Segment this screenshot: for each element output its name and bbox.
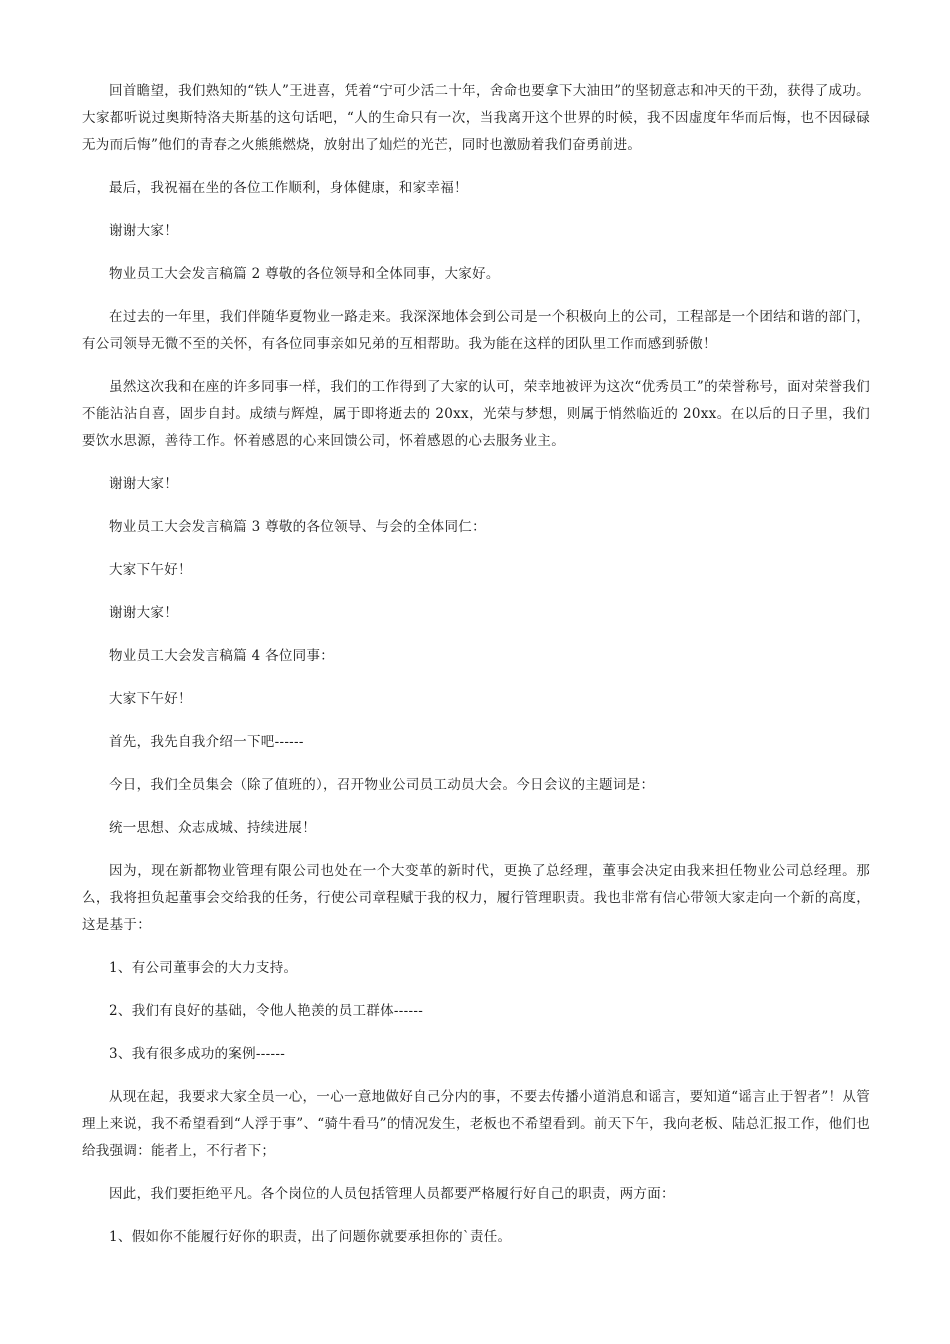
paragraph-6: 虽然这次我和在座的许多同事一样，我们的工作得到了大家的认可，荣幸地被评为这次“优秀员工”的荣誉称号，面对荣誉我们不能沾沾自喜，固步自封。成绩与辉煌，属于即将逝去的 20xx，光荣与梦想，则属于悄然临近的 20xx。在以后的日子里，我们要饮水思源，善待工作。怀着感恩的心来回馈公司，怀着感恩的心去服务业主。 (82, 379, 870, 449)
paragraph-21: 因此，我们要拒绝平凡。各个岗位的人员包括管理人员都要严格履行好自己的职责，两方面： (109, 1186, 675, 1202)
paragraph-5: 在过去的一年里，我们伴随华夏物业一路走来。我深深地体会到公司是一个积极向上的公司，工程部是一个团结和谐的部门，有公司领导无微不至的关怀，有各位同事亲如兄弟的互相帮助。我为能在这样的团队里工作而感到骄傲！ (82, 309, 870, 352)
paragraph-22: 1、假如你不能履行好你的职责，出了问题你就要承担你的`责任。 (109, 1229, 512, 1245)
paragraph-11: 物业员工大会发言稿篇 4 各位同事： (109, 648, 335, 664)
paragraph-2: 最后，我祝福在坐的各位工作顺利，身体健康，和家幸福！ (109, 180, 468, 196)
paragraph-20: 从现在起，我要求大家全员一心，一心一意地做好自己分内的事，不要去传播小道消息和谣言，要知道“谣言止于智者”！从管理上来说，我不希望看到“人浮于事”、“骑牛看马”的情况发生，老板也不希望看到。前天下午，我向老板、陆总汇报工作，他们也给我强调：能者上，不行者下； (82, 1089, 870, 1159)
paragraph-1: 回首瞻望，我们熟知的“铁人”王进喜，凭着“宁可少活二十年，舍命也要拿下大油田”的坚韧意志和冲天的干劲，获得了成功。大家都听说过奥斯特洛夫斯基的这句话吧，“人的生命只有一次，当我离开这个世界的时候，我不因虚度年华而后悔，也不因碌碌无为而后悔”他们的青春之火熊熊燃烧，放射出了灿烂的光芒，同时也激励着我们奋勇前进。 (82, 83, 870, 153)
paragraph-18: 2、我们有良好的基础，令他人艳羡的员工群体------ (109, 1003, 424, 1019)
paragraph-4: 物业员工大会发言稿篇 2 尊敬的各位领导和全体同事，大家好。 (109, 266, 500, 282)
paragraph-13: 首先，我先自我介绍一下吧------ (109, 734, 304, 750)
paragraph-15: 统一思想、众志成城、持续进展！ (109, 820, 316, 836)
paragraph-10: 谢谢大家！ (109, 605, 178, 621)
paragraph-8: 物业员工大会发言稿篇 3 尊敬的各位领导、与会的全体同仁： (109, 519, 486, 535)
paragraph-3: 谢谢大家！ (109, 223, 178, 239)
paragraph-17: 1、有公司董事会的大力支持。 (109, 960, 298, 976)
document-body (82, 78, 870, 1267)
paragraph-7: 谢谢大家！ (109, 476, 178, 492)
paragraph-14: 今日，我们全员集会（除了值班的），召开物业公司员工动员大会。今日会议的主题词是： (109, 777, 655, 793)
paragraph-12: 大家下午好！ (109, 691, 192, 707)
paragraph-9: 大家下午好！ (109, 562, 192, 578)
paragraph-16: 因为，现在新都物业管理有限公司也处在一个大变革的新时代，更换了总经理，董事会决定由我来担任物业公司总经理。那么，我将担负起董事会交给我的任务，行使公司章程赋于我的权力，履行管理职责。我也非常有信心带领大家走向一个新的高度，这是基于： (82, 863, 870, 933)
paragraph-19: 3、我有很多成功的案例------ (109, 1046, 286, 1062)
